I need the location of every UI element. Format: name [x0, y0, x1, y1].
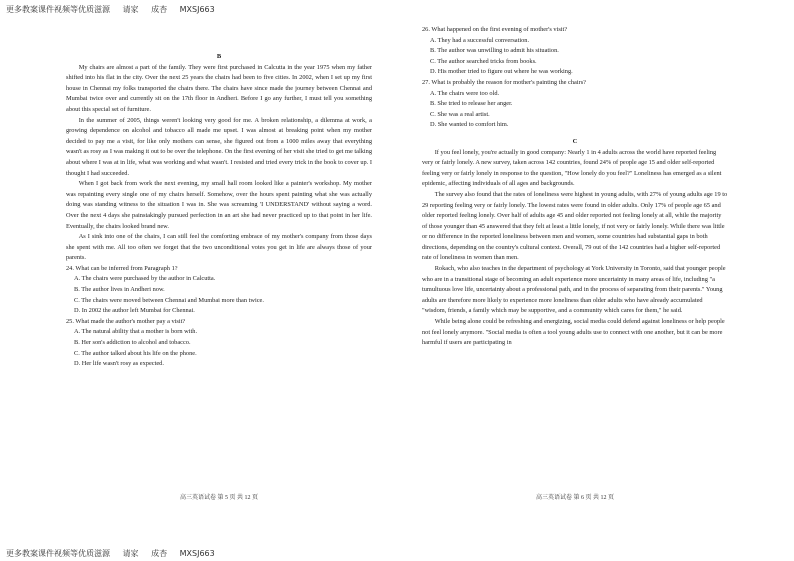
- question-25-option-c: C. The author talked about his life on the phone.: [74, 349, 197, 357]
- page-footer-banner: [6, 548, 225, 559]
- paragraph: The survey also found that the rates of loneliness were highest in young adults, with 27% of young adults age 19 to 29 reporting feeling very or fairly lonely. The lowest rates were found in older adults. Only 17% of people age 65 and older reported feeling lonely. Over half of adults age 45 and older reported not feeling lonely at all, while the majority of those younger than 45 answered that they felt at least a little lonely, if not very or fairly lonely. While there was little or no difference in the reported loneliness between men and women, some countries had substantial gaps in both directions, depending on the country's cultural context. Overall, 79 out of the 142 countries had a higher self-reported rate of loneliness in women than men.: [422, 190, 728, 262]
- question-27-option-c: C. She was a real artist.: [430, 110, 490, 118]
- question-24-option-d: D. In 2002 the author left Mumbai for Chennai.: [74, 307, 195, 315]
- paragraph: If you feel lonely, you're actually in good company: Nearly 1 in 4 adults across the world have reported feeling very or fairly lonely. A new survey, taken across 142 countries, found 24% of people age 15 and older self-reported feeling very or fairly lonely in response to the question, "How lonely do you feel?" Loneliness has emerged as a silent epidemic, affecting individuals of all ages and backgrounds.: [422, 148, 722, 188]
- section-c-title: C: [572, 137, 578, 145]
- right-page-footer: 高三英语试卷 第 6 页 共 12 页: [535, 495, 614, 501]
- question-25-stem: 25. What made the author's mother pay a visit?: [66, 317, 186, 325]
- footer-mid1-text: 请家: [122, 549, 139, 558]
- question-26-option-a: A. They had a successful conversation.: [430, 36, 530, 44]
- page-header: [6, 4, 225, 15]
- paragraph: While being alone could be refreshing and energizing, social media could defend against loneliness or help people not feel lonely anymore. "Social media is often a tool young adults use to connect with one another, but it can be more harmful if users are participating in: [422, 318, 725, 347]
- question-26-option-c: C. The author searched tricks from books.: [430, 57, 537, 65]
- question-24-stem: 24. What can be inferred from Paragraph 1?: [66, 264, 178, 272]
- question-24-option-c: C. The chairs were moved between Chennai and Mumbai more than twice.: [74, 296, 264, 304]
- left-page-footer: 高三英语试卷 第 5 页 共 12 页: [179, 495, 258, 501]
- section-b-title: B: [216, 53, 222, 60]
- question-25-option-b: B. Her son's addiction to alcohol and tobacco.: [74, 339, 191, 347]
- question-26-stem: 26. What happened on the first evening of mother's visit?: [422, 26, 568, 33]
- paragraph: As I sink into one of the chairs, I can still feel the comforting embrace of my mother's company from those days she spent with me. All too often we forget that the two unconditional votes you get in life are always those of your parents.: [66, 233, 372, 262]
- question-26-option-d: D. His mother tried to figure out where he was working.: [430, 68, 573, 76]
- header-mid1-text: 请家: [122, 5, 139, 14]
- header-mid2-text: 成杏: [151, 5, 168, 14]
- footer-mid2-text: 成杏: [151, 549, 168, 558]
- question-27-option-b: B. She tried to release her anger.: [430, 100, 513, 108]
- paragraph: Rokach, who also teaches in the department of psychology at York University in Toronto, said that younger people who are in a transitional stage of becoming an adult experience more uncertainty in many areas of life, including "a tumultuous love life, uncertainty about a professional path, and in the process of separating from their parents." Young adults are therefore more likely to experience more loneliness than older adults who have already accumulated "wisdom, friends, a family which may be supportive, and a community which cares for them," he said.: [422, 265, 726, 315]
- question-27-stem: 27. What is probably the reason for mother's painting the chairs?: [422, 78, 586, 86]
- question-24-option-b: B. The author lives in Andheri now.: [74, 286, 165, 294]
- question-27-option-d: D. She wanted to comfort him.: [430, 121, 509, 129]
- question-24-option-a: A. The chairs were purchased by the author in Calcutta.: [74, 275, 216, 283]
- footer-code-text: MXSJ663: [179, 549, 215, 558]
- question-25-option-a: A. The natural ability that a mother is born with.: [74, 328, 198, 336]
- right-page-column: [422, 25, 728, 349]
- header-code-text: MXSJ663: [179, 5, 215, 14]
- header-left-text: 更多教案课件视频等优质滋源: [6, 5, 110, 14]
- left-page-column: [66, 52, 372, 370]
- paragraph: My chairs are almost a part of the family. They were first purchased in Calcutta in the year 1975 when my father shifted into his flat in the city. Over the next 25 years the chairs had been to five cities. In 2002, when I set up my first house in Chennai my folks transported the chairs there. The chairs have since made the journey between Chennai and Mumbai twice over and currently sit on the 17th floor in Andheri. Before I go any further, I must tell you something about this special set of furniture.: [66, 63, 372, 113]
- question-27-option-a: A. The chairs were too old.: [430, 89, 500, 97]
- paragraph: In the summer of 2005, things weren't looking very good for me. A broken relationship, a dilemma at work, a growing dependence on alcohol and tobacco all made me upset. I was almost at breaking point when my mother decided to pay me a visit, for like only mothers can sense, she figured out from a 1000 miles away that everything wasn't as rosy as I was making it out to be over the telephone. On the first evening of her visit she tried to get me talking about where I was at in life, what was working and what wasn't. I resisted and tried every trick in the book to cover up. I thought I had succeeded.: [66, 116, 372, 177]
- question-25-option-d: D. Her life wasn't rosy as expected.: [74, 360, 164, 368]
- paragraph: When I got back from work the next evening, my small hall room looked like a painter's workshop. My mother was repainting every single one of my chairs herself. Somehow, over the hours spent painting what she was actually doing was standing witness to the situation I was in. She was screaming 'I UNDERSTAND' without saying a word. Over the next 4 days she painstakingly pursued perfection in an art she had never practiced up to that point in her life. Eventually, the chairs looked brand new.: [66, 180, 372, 230]
- question-26-option-b: B. The author was unwilling to admit his situation.: [430, 47, 559, 55]
- footer-left-text: 更多教案课件视频等优质滋源: [6, 549, 110, 558]
